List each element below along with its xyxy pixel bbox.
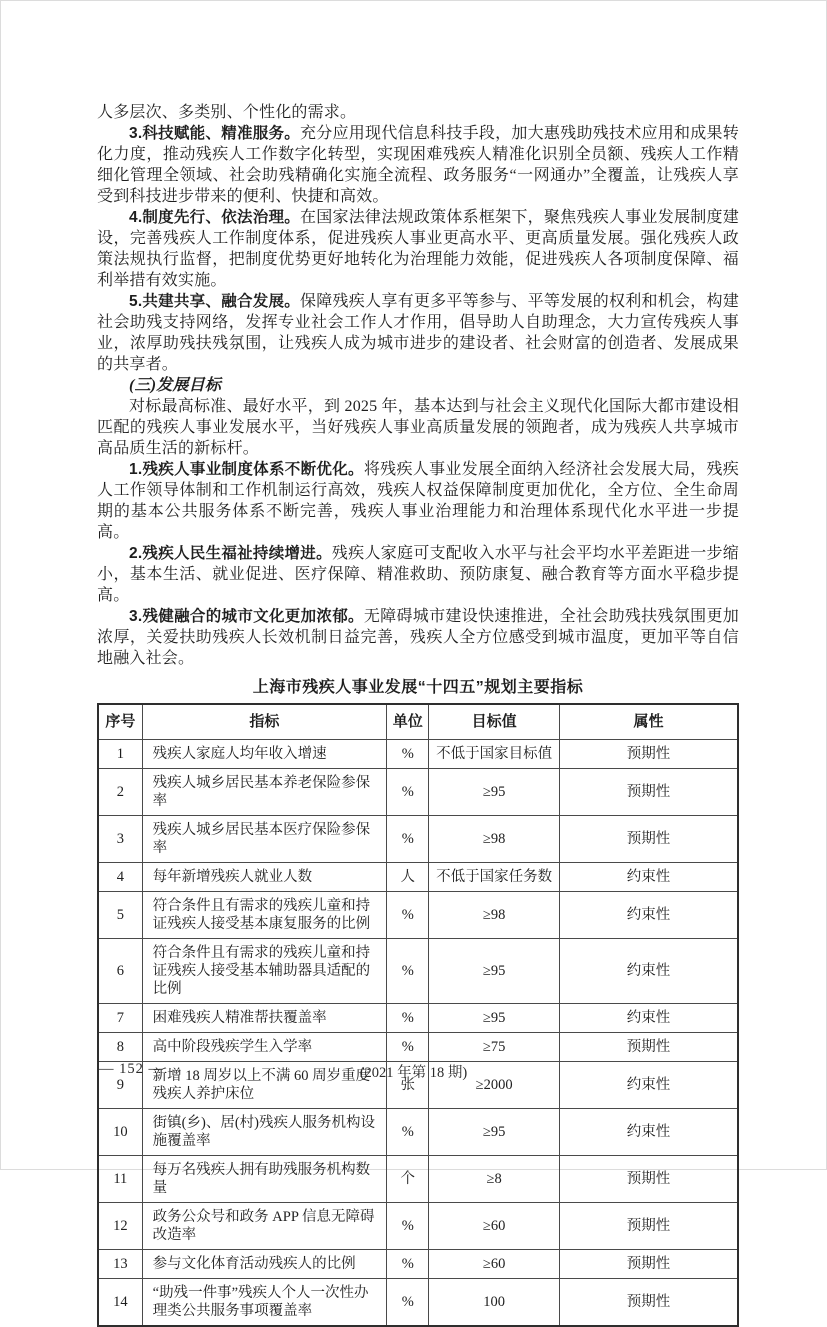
attribute-cell: 约束性 — [559, 863, 738, 892]
attribute-cell: 预期性 — [559, 1156, 738, 1203]
table-header-row — [98, 704, 738, 740]
indicator-cell: 高中阶段残疾学生入学率 — [142, 1033, 386, 1062]
unit-cell: % — [387, 1279, 429, 1327]
table-row — [98, 816, 738, 863]
paragraph — [97, 459, 739, 543]
table-title: 上海市残疾人事业发展“十四五”规划主要指标 — [252, 679, 584, 696]
indicator-cell: 新增 18 周岁以上不满 60 周岁重度残疾人养护床位 — [142, 1062, 386, 1109]
target-cell: 不低于国家目标值 — [429, 740, 560, 769]
attribute-cell: 预期性 — [559, 1203, 738, 1250]
target-cell: ≥95 — [429, 1004, 560, 1033]
page-content — [1, 1, 826, 1327]
target-cell: ≥60 — [429, 1250, 560, 1279]
body-text — [97, 102, 739, 669]
attribute-cell: 约束性 — [559, 939, 738, 1004]
unit-cell: % — [387, 1203, 429, 1250]
unit-cell: 人 — [387, 863, 429, 892]
unit-cell: % — [387, 1033, 429, 1062]
row-number-cell: 2 — [98, 769, 142, 816]
row-number-cell: 8 — [98, 1033, 142, 1062]
paragraph-lead: 3.残健融合的城市文化更加浓郁。 — [129, 608, 364, 625]
paragraph-text: 残疾人家庭可支配收入水平与社会平均水平差距进一步缩小，基本生活、就业促进、医疗保障、精准救助、预防康复、融合教育等方面水平稳步提高。 — [97, 545, 739, 604]
row-number-cell: 3 — [98, 816, 142, 863]
paragraph-text: 将残疾人事业发展全面纳入经济社会发展大局，残疾人工作领导体制和工作机制运行高效，残疾人权益保障制度更加优化，全方位、全生命周期的基本公共服务体系不断完善，残疾人事业治理能力和治理体系现代化水平进一步提高。 — [97, 461, 739, 541]
indicator-cell: 符合条件且有需求的残疾儿童和持证残疾人接受基本康复服务的比例 — [142, 892, 386, 939]
column-header: 单位 — [387, 704, 429, 740]
paragraph-lead: 2.残疾人民生福祉持续增进。 — [129, 545, 332, 562]
unit-cell: % — [387, 740, 429, 769]
table-row — [98, 1279, 738, 1327]
paragraph-text: 保障残疾人享有更多平等参与、平等发展的权利和机会，构建社会助残支持网络，发挥专业社会工作人才作用，倡导助人自助理念，大力宣传残疾人事业，浓厚助残扶残氛围，让残疾人成为城市进步的建设者、社会财富的创造者、发展成果的共享者。 — [97, 293, 740, 373]
table-body — [98, 740, 738, 1327]
paragraph — [97, 375, 739, 396]
paragraph-text: 在国家法律法规政策体系框架下，聚焦残疾人事业发展制度建设，完善残疾人工作制度体系，促进残疾人事业更高水平、更高质量发展。强化残疾人政策法规执行监督，把制度优势更好地转化为治理能力效能，促进残疾人各项制度保障、福利举措有效实施。 — [97, 209, 740, 289]
row-number-cell: 11 — [98, 1156, 142, 1203]
unit-cell: % — [387, 1250, 429, 1279]
table-row — [98, 863, 738, 892]
page-number: — 152 — — [99, 1061, 164, 1077]
table-row — [98, 1203, 738, 1250]
row-number-cell: 13 — [98, 1250, 142, 1279]
column-header: 属性 — [559, 704, 738, 740]
attribute-cell: 约束性 — [559, 1062, 738, 1109]
row-number-cell: 14 — [98, 1279, 142, 1327]
attribute-cell: 预期性 — [559, 1279, 738, 1327]
unit-cell: 张 — [387, 1062, 429, 1109]
target-cell: ≥75 — [429, 1033, 560, 1062]
paragraph-text: 充分应用现代信息科技手段，加大惠残助残技术应用和成果转化力度，推动残疾人工作数字化转型，实现困难残疾人精准化识别全员额、残疾人工作精细化管理全领域、社会助残精确化实施全流程、政务服务“一网通办”全覆盖，让残疾人享受到科技进步带来的便利、快捷和高效。 — [97, 125, 740, 205]
paragraph-lead: 4.制度先行、依法治理。 — [129, 209, 301, 226]
row-number-cell: 5 — [98, 892, 142, 939]
attribute-cell: 约束性 — [559, 1004, 738, 1033]
row-number-cell: 6 — [98, 939, 142, 1004]
unit-cell: % — [387, 1109, 429, 1156]
indicator-cell: 参与文化体育活动残疾人的比例 — [142, 1250, 386, 1279]
paragraph — [97, 291, 739, 375]
target-cell: ≥98 — [429, 816, 560, 863]
table-row — [98, 892, 738, 939]
attribute-cell: 约束性 — [559, 892, 738, 939]
indicators-table — [97, 703, 739, 1327]
paragraph — [97, 123, 739, 207]
target-cell: ≥60 — [429, 1203, 560, 1250]
attribute-cell: 预期性 — [559, 1250, 738, 1279]
target-cell: ≥95 — [429, 769, 560, 816]
attribute-cell: 预期性 — [559, 1033, 738, 1062]
page-footer — [1, 1061, 826, 1083]
row-number-cell: 1 — [98, 740, 142, 769]
indicator-cell: “助残一件事”残疾人个人一次性办理类公共服务事项覆盖率 — [142, 1279, 386, 1327]
target-cell: ≥8 — [429, 1156, 560, 1203]
target-cell: ≥95 — [429, 1109, 560, 1156]
paragraph-list — [97, 123, 739, 669]
table-header — [98, 704, 738, 740]
table-row — [98, 939, 738, 1004]
table-row — [98, 1156, 738, 1203]
table-row — [98, 769, 738, 816]
table-row — [98, 1033, 738, 1062]
paragraph-text: 对标最高标准、最好水平，到 2025 年，基本达到与社会主义现代化国际大都市建设相匹配的残疾人事业发展水平，当好残疾人事业高质量发展的领跑者，成为残疾人共享城市高品质生活的新标杆。 — [97, 398, 739, 457]
column-header: 序号 — [98, 704, 142, 740]
row-number-cell: 7 — [98, 1004, 142, 1033]
row-number-cell: 12 — [98, 1203, 142, 1250]
unit-cell: % — [387, 816, 429, 863]
attribute-cell: 预期性 — [559, 816, 738, 863]
target-cell: 100 — [429, 1279, 560, 1327]
row-number-cell: 10 — [98, 1109, 142, 1156]
table-row — [98, 740, 738, 769]
indicator-cell: 政务公众号和政务 APP 信息无障碍改造率 — [142, 1203, 386, 1250]
indicator-cell: 每年新增残疾人就业人数 — [142, 863, 386, 892]
indicator-cell: 困难残疾人精准帮扶覆盖率 — [142, 1004, 386, 1033]
attribute-cell: 约束性 — [559, 1109, 738, 1156]
unit-cell: % — [387, 892, 429, 939]
paragraph-lead: 3.科技赋能、精准服务。 — [129, 125, 301, 142]
indicator-cell: 残疾人家庭人均年收入增速 — [142, 740, 386, 769]
paragraph-lead: 5.共建共享、融合发展。 — [129, 293, 301, 310]
target-cell: ≥95 — [429, 939, 560, 1004]
indicator-cell: 街镇(乡)、居(村)残疾人服务机构设施覆盖率 — [142, 1109, 386, 1156]
table-row — [98, 1250, 738, 1279]
paragraph-continuation: 人多层次、多类别、个性化的需求。 — [97, 104, 357, 121]
paragraph-text: 无障碍城市建设快速推进，全社会助残扶残氛围更加浓厚，关爱扶助残疾人长效机制日益完善，残疾人全方位感受到城市温度，更加平等自信地融入社会。 — [97, 608, 739, 667]
column-header: 指标 — [142, 704, 386, 740]
paragraph — [97, 606, 739, 669]
paragraph-text: (三)发展目标 — [129, 377, 222, 394]
indicator-cell: 符合条件且有需求的残疾儿童和持证残疾人接受基本辅助器具适配的比例 — [142, 939, 386, 1004]
target-cell: ≥98 — [429, 892, 560, 939]
paragraph — [97, 396, 739, 459]
unit-cell: % — [387, 769, 429, 816]
issue-label: (2021 年第 18 期) — [359, 1065, 468, 1081]
column-header: 目标值 — [429, 704, 560, 740]
indicator-cell: 每万名残疾人拥有助残服务机构数量 — [142, 1156, 386, 1203]
unit-cell: % — [387, 939, 429, 1004]
row-number-cell: 4 — [98, 863, 142, 892]
table-row — [98, 1004, 738, 1033]
paragraph — [97, 207, 739, 291]
table-row — [98, 1109, 738, 1156]
indicator-cell: 残疾人城乡居民基本医疗保险参保率 — [142, 816, 386, 863]
row-number-cell: 9 — [98, 1062, 142, 1109]
indicator-cell: 残疾人城乡居民基本养老保险参保率 — [142, 769, 386, 816]
paragraph — [97, 543, 739, 606]
paragraph-lead: 1.残疾人事业制度体系不断优化。 — [129, 461, 364, 478]
target-cell: ≥2000 — [429, 1062, 560, 1109]
attribute-cell: 预期性 — [559, 740, 738, 769]
unit-cell: % — [387, 1004, 429, 1033]
target-cell: 不低于国家任务数 — [429, 863, 560, 892]
unit-cell: 个 — [387, 1156, 429, 1203]
attribute-cell: 预期性 — [559, 769, 738, 816]
